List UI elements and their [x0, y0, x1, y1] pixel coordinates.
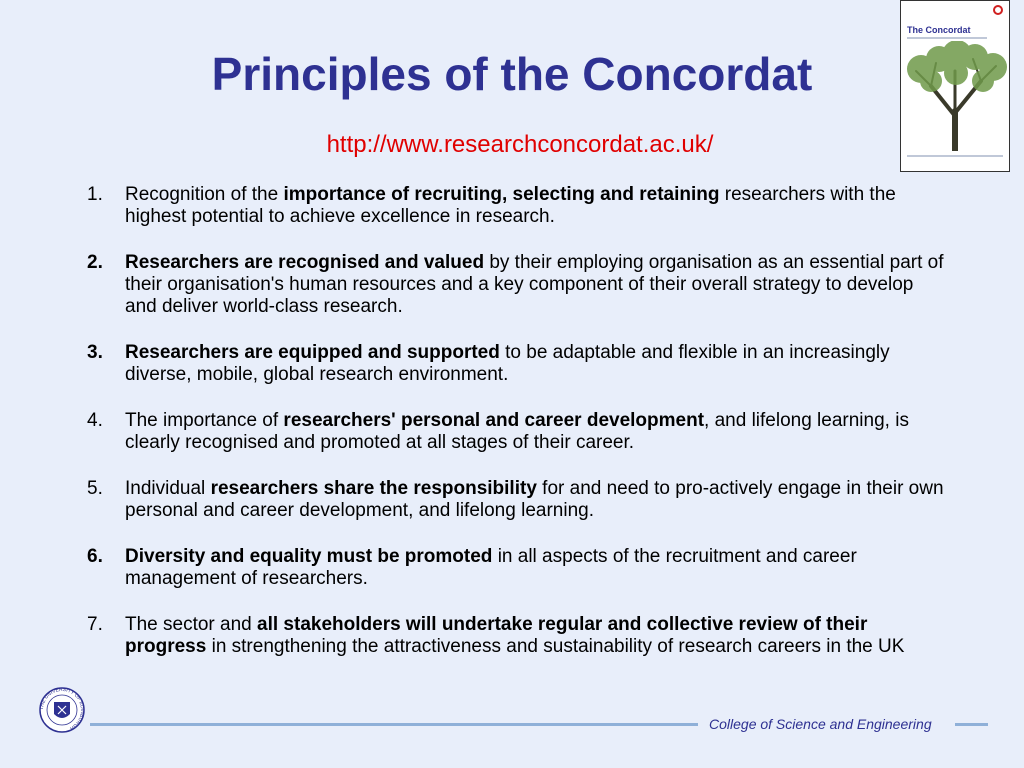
list-text: Individual [125, 478, 211, 499]
list-item [87, 478, 947, 522]
principles-list [87, 184, 947, 682]
cover-subtitle-line [907, 37, 987, 39]
list-number: 6. [87, 546, 103, 567]
list-number: 5. [87, 478, 103, 499]
list-item [87, 184, 947, 228]
list-text: in strengthening the attractiveness and sustainability of research careers in the UK [206, 636, 905, 657]
list-emphasis: Researchers are equipped and supported [125, 342, 500, 363]
seal-text: THE UNIVERSITY OF EDINBURGH [38, 686, 86, 732]
university-seal-icon [38, 686, 86, 734]
footer-college-name: College of Science and Engineering [709, 716, 932, 732]
cover-footer-line [907, 155, 1003, 157]
list-item [87, 342, 947, 386]
list-item [87, 252, 947, 318]
concordat-cover-image [900, 0, 1010, 172]
list-text: , and lifelong learning, is clearly recognised and promoted at all stages of their career. [125, 410, 909, 453]
cover-title: The Concordat [907, 25, 971, 35]
list-text: The importance of [125, 410, 284, 431]
list-text: in all aspects of the recruitment and career management of researchers. [125, 546, 857, 589]
list-number: 3. [87, 342, 103, 363]
slide-title: Principles of the Concordat [211, 48, 813, 100]
list-text: researchers with the highest potential to achieve excellence in research. [125, 184, 896, 227]
list-text: The sector and [125, 614, 258, 635]
list-number: 4. [87, 410, 103, 431]
list-emphasis: Diversity and equality must be promoted [125, 546, 493, 567]
list-item [87, 546, 947, 590]
list-emphasis: Researchers are recognised and valued [125, 252, 485, 273]
list-number: 1. [87, 184, 103, 205]
footer-divider [90, 723, 698, 726]
list-emphasis: importance of recruiting, selecting and retaining [283, 184, 720, 205]
cover-logo-icon [993, 5, 1003, 15]
list-emphasis: researchers' personal and career development [283, 410, 705, 431]
list-number: 2. [87, 252, 103, 273]
list-text: to be adaptable and flexible in an increasingly diverse, mobile, global research environment. [125, 342, 890, 385]
list-number: 7. [87, 614, 103, 635]
list-text: for and need to pro-actively engage in their own personal and career development, and lifelong learning. [125, 478, 944, 521]
tree-icon [901, 41, 1009, 151]
list-emphasis: all stakeholders will undertake regular and collective review of their progress [125, 614, 868, 657]
list-text: Recognition of the [125, 184, 284, 205]
list-emphasis: researchers share the responsibility [210, 478, 537, 499]
list-item [87, 614, 947, 658]
footer-divider-right [955, 723, 988, 726]
list-item [87, 410, 947, 454]
list-text: by their employing organisation as an essential part of their organisation's human resources and a key component of their overall strategy to develop and deliver world-class research. [125, 252, 944, 317]
concordat-url-link[interactable]: http://www.researchconcordat.ac.uk/ [326, 131, 714, 158]
